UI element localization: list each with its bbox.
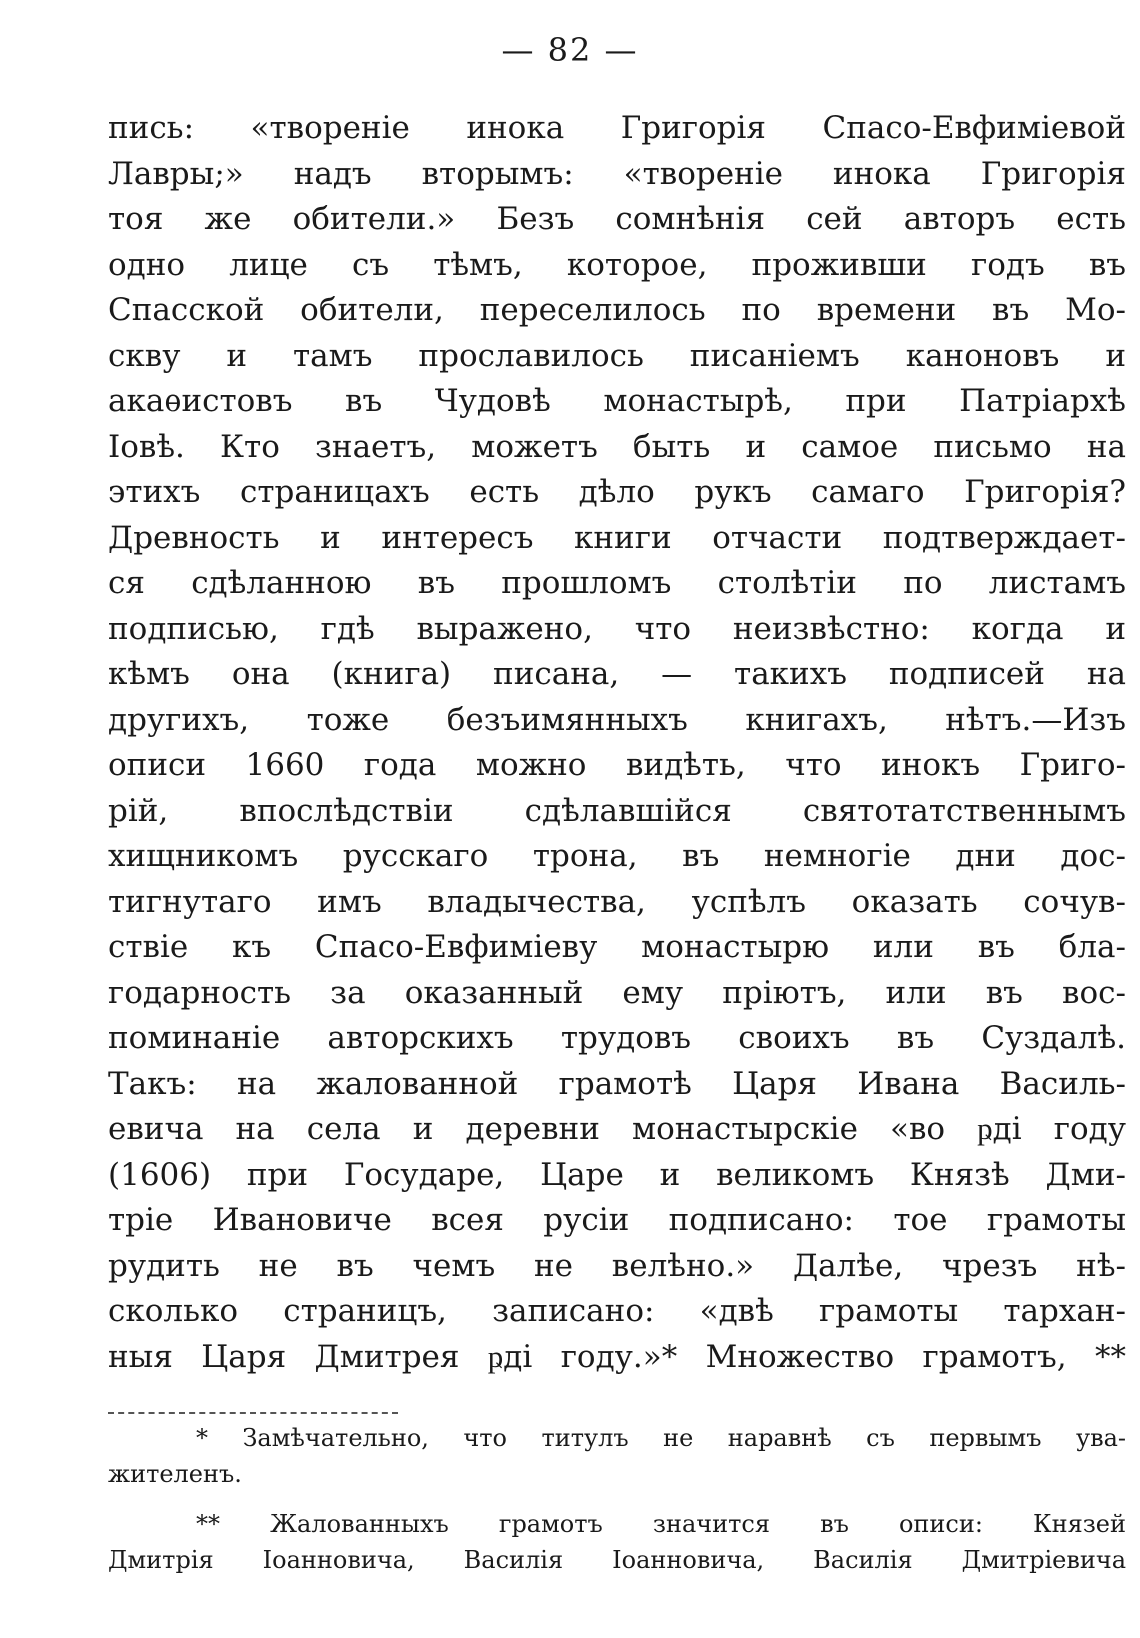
footnotes [108, 1420, 1126, 1578]
text-line: пись: «творенie инока Григорiя Спасо-Евфимiевой [108, 110, 1126, 146]
text-line: трiе Ивановиче всея русiи подписано: тое грамоты [108, 1202, 1126, 1238]
text-line: поминанie авторскихъ трудовъ своихъ въ Суздалѣ. [108, 1020, 1126, 1056]
text-line: ся сдѣланною въ прошломъ столѣтiи по листамъ [108, 565, 1126, 601]
footnote-1-line: * Замѣчательно, что титулъ не наравнѣ съ первымъ ува- [196, 1424, 1126, 1452]
page-number: — 82 — [501, 31, 639, 69]
footnote-2-line: Дмитрiя Iоанновича, Василiя Iоанновича, Василiя Дмитрiевича [108, 1546, 1126, 1574]
footnote-2-line: ** Жалованныхъ грамотъ значится въ описи: Князей [196, 1510, 1126, 1538]
text-line: Такъ: на жалованной грамотѣ Царя Ивана Василь- [108, 1065, 1126, 1102]
text-line: хищникомъ русскаго трона, въ немногiе дни дос- [108, 838, 1126, 874]
text-line: одно лице съ тѣмъ, которое, проживши годъ въ [108, 246, 1126, 283]
body-text [108, 106, 1126, 1380]
text-line: евича на села и деревни монастырскiе «во ҏдi году [108, 1111, 1126, 1147]
text-line: описи 1660 года можно видѣть, что инокъ Григо- [108, 747, 1126, 783]
text-line: Спасской обители, переселилось по времени въ Мо- [108, 292, 1126, 328]
text-line: акаѳистовъ въ Чудовѣ монастырѣ, при Патрiархѣ [108, 383, 1126, 419]
text-line: этихъ страницахъ есть дѣло рукъ самаго Григорiя? [108, 474, 1126, 510]
text-line: тигнутаго имъ владычества, успѣлъ оказать сочув- [108, 883, 1126, 920]
text-line: Древность и интересъ книги отчасти подтверждает- [108, 519, 1126, 556]
text-line: подписью, гдѣ выражено, что неизвѣстно: когда и [108, 610, 1126, 647]
text-line: скву и тамъ прославилось писанiемъ каноновъ и [108, 337, 1126, 374]
text-line: другихъ, тоже безъимянныхъ книгахъ, нѣтъ.—Изъ [108, 701, 1126, 738]
text-line: Лавры;» надъ вторымъ: «творенie инока Григорiя [108, 155, 1126, 192]
text-line: ныя Царя Дмитрея ҏдi году.»* Множество грамотъ, ** [108, 1338, 1126, 1375]
text-line: Iовѣ. Кто знаетъ, можетъ быть и самое письмо на [108, 428, 1126, 465]
footnote-1-line: жителенъ. [108, 1460, 242, 1488]
text-line: сколько страницъ, записано: «двѣ грамоты тархан- [108, 1293, 1126, 1329]
text-line: ствiе къ Спасо-Евфимiеву монастырю или въ бла- [108, 929, 1126, 965]
text-line: (1606) при Государе, Царе и великомъ Князѣ Дми- [108, 1156, 1126, 1193]
footnote-separator [108, 1412, 398, 1414]
text-line: рiй, впослѣдствiи сдѣлавшiйся святотатственнымъ [108, 792, 1126, 829]
text-line: тоя же обители.» Безъ сомнѣнiя сей авторъ есть [108, 201, 1126, 237]
text-line: кѣмъ она (книга) писана, — такихъ подписей на [108, 656, 1126, 692]
text-line: годарность за оказанный ему прiютъ, или въ вос- [108, 974, 1126, 1011]
text-line: рудить не въ чемъ не велѣно.» Далѣе, чрезъ нѣ- [108, 1247, 1126, 1284]
